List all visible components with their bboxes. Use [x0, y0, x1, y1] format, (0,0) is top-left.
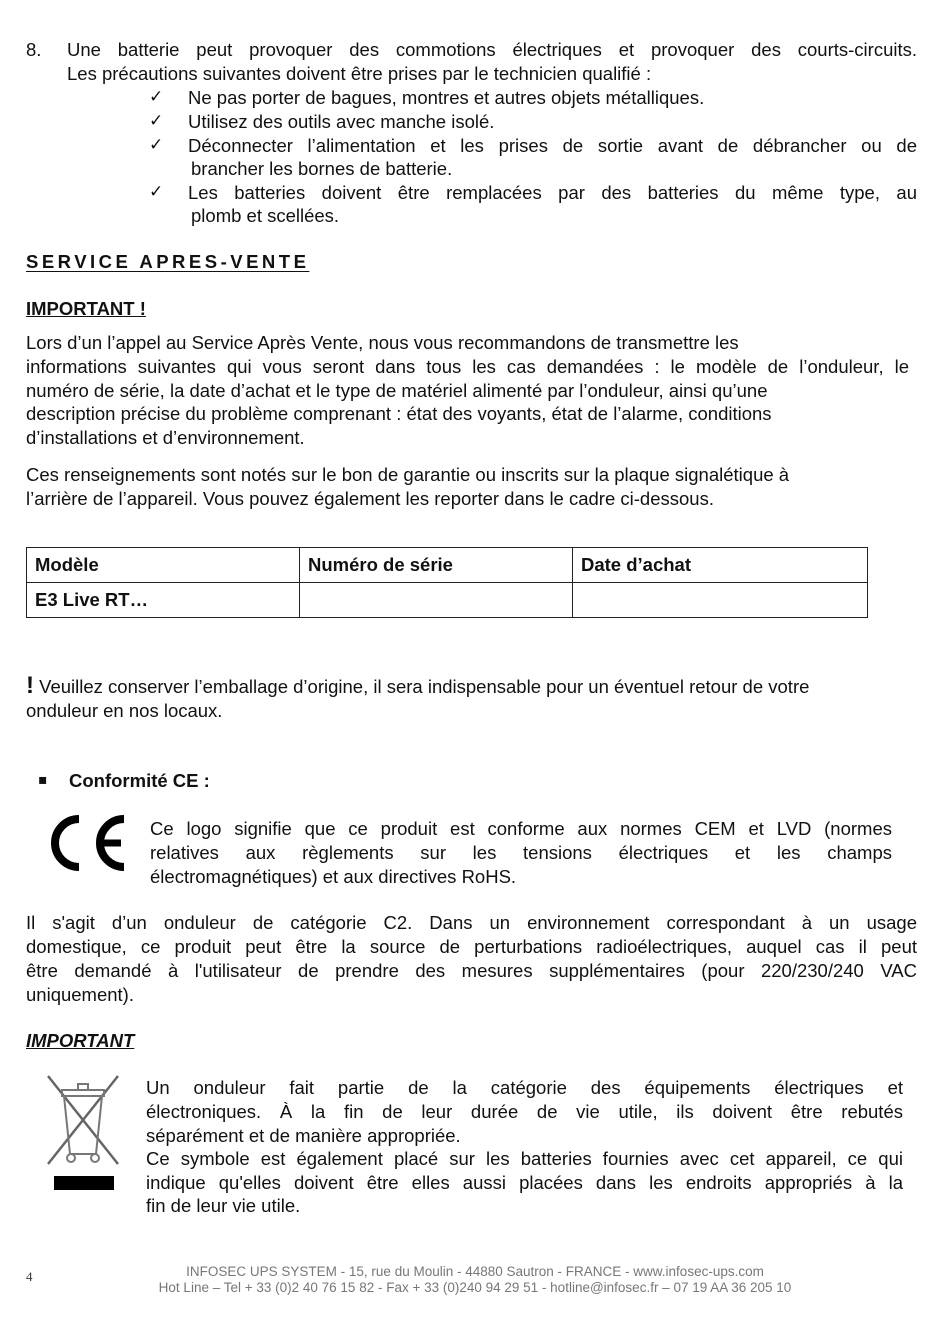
category-line4: uniquement).	[26, 984, 134, 1005]
cell-model: E3 Live RT…	[27, 583, 300, 618]
category-line2: domestique, ce produit peut être la source de perturbations radioélectriques, auquel cas il peut	[26, 936, 917, 957]
notice-text: Veuillez conserver l’emballage d’origine, il sera indispensable pour un éventuel retour de votre	[34, 676, 810, 697]
weee-line4: Ce symbole est également placé sur les batteries fournies avec cet appareil, ce qui	[146, 1148, 903, 1169]
service-para2-line2: l’arrière de l’appareil. Vous pouvez également les reporter dans le cadre ci-dessous.	[26, 488, 714, 509]
header-model: Modèle	[27, 548, 300, 583]
weee-heading: IMPORTANT	[26, 1030, 135, 1051]
packaging-notice-line1	[26, 674, 809, 699]
weee-line1: Un onduleur fait partie de la catégorie des équipements électriques et	[146, 1077, 903, 1098]
ce-text-line2: relatives aux règlements sur les tensions électriques et les champs	[150, 842, 892, 863]
checkmark-icon: ✓	[149, 111, 164, 131]
service-para1-line5: d’installations et d’environnement.	[26, 427, 305, 448]
weee-line5: indique qu'elles doivent être elles aussi placées dans les endroits appropriés à la	[146, 1172, 903, 1193]
checkmark-icon: ✓	[149, 182, 164, 202]
bullet-3-line2: brancher les bornes de batterie.	[191, 158, 453, 179]
header-serial: Numéro de série	[300, 548, 573, 583]
footer-address: INFOSEC UPS SYSTEM - 15, rue du Moulin - 44880 Sautron - FRANCE - www.infosec-ups.com	[186, 1264, 764, 1279]
service-para1-line4: description précise du problème comprenant : état des voyants, état de l’alarme, conditions	[26, 403, 772, 424]
header-purchase-date: Date d’achat	[573, 548, 868, 583]
footer-hotline: Hot Line – Tel + 33 (0)2 40 76 15 82 - Fax + 33 (0)240 94 29 51 - hotline@infosec.fr – 07 19 AA 36 205 10	[158, 1280, 792, 1295]
weee-line3: séparément et de manière appropriée.	[146, 1125, 461, 1146]
service-para1-line1: Lors d’un l’appel au Service Après Vente, nous vous recommandons de transmettre les	[26, 332, 739, 353]
bullet-1: Ne pas porter de bagues, montres et autres objets métalliques.	[188, 87, 705, 108]
service-para2-line1: Ces renseignements sont notés sur le bon de garantie ou inscrits sur la plaque signalétique à	[26, 464, 790, 485]
cell-serial	[300, 583, 573, 618]
service-para1-line2: informations suivantes qui vous seront dans tous les cas demandées : le modèle de l’onduleur, le	[26, 356, 909, 377]
crossed-bin-icon	[40, 1068, 126, 1200]
product-info-table	[26, 547, 868, 618]
bullet-4-line1: Les batteries doivent être remplacées par des batteries du même type, au	[188, 182, 917, 203]
exclamation-icon: !	[26, 672, 34, 699]
packaging-notice-line2: onduleur en nos locaux.	[26, 700, 223, 721]
ce-text-line1: Ce logo signifie que ce produit est conforme aux normes CEM et LVD (normes	[150, 818, 892, 839]
ce-text-line3: électromagnétiques) et aux directives RoHS.	[150, 866, 517, 887]
bullet-3-line1: Déconnecter l’alimentation et les prises de sortie avant de débrancher ou de	[188, 135, 917, 156]
important-heading: IMPORTANT !	[26, 298, 146, 319]
cell-purchase-date	[573, 583, 868, 618]
category-line1: Il s'agit d’un onduleur de catégorie C2. Dans un environnement correspondant à un usage	[26, 912, 917, 933]
category-line3: être demandé à l'utilisateur de prendre des mesures supplémentaires (pour 220/230/240 VAC	[26, 960, 917, 981]
ce-logo-icon	[50, 814, 128, 872]
table-header-row	[27, 548, 868, 583]
weee-line2: électroniques. À la fin de leur durée de vie utile, ils doivent être rebutés	[146, 1101, 903, 1122]
checkmark-icon: ✓	[149, 87, 164, 107]
item-number: 8.	[26, 39, 42, 60]
item8-line2: Les précautions suivantes doivent être prises par le technicien qualifié :	[67, 63, 652, 84]
table-row	[27, 583, 868, 618]
item8-line1: Une batterie peut provoquer des commotions électriques et provoquer des courts-circuits.	[67, 39, 917, 60]
checkmark-icon: ✓	[149, 135, 164, 155]
section-title: SERVICE APRES-VENTE	[26, 251, 310, 272]
square-bullet-icon: ▪	[38, 772, 48, 788]
service-para1-line3: numéro de série, la date d’achat et le type de matériel alimenté par l’onduleur, ainsi qu’une	[26, 380, 768, 401]
page-number: 4	[26, 1269, 33, 1284]
ce-heading: Conformité CE :	[69, 770, 210, 791]
bullet-4-line2: plomb et scellées.	[191, 205, 340, 226]
bullet-2: Utilisez des outils avec manche isolé.	[188, 111, 495, 132]
weee-line6: fin de leur vie utile.	[146, 1195, 301, 1216]
